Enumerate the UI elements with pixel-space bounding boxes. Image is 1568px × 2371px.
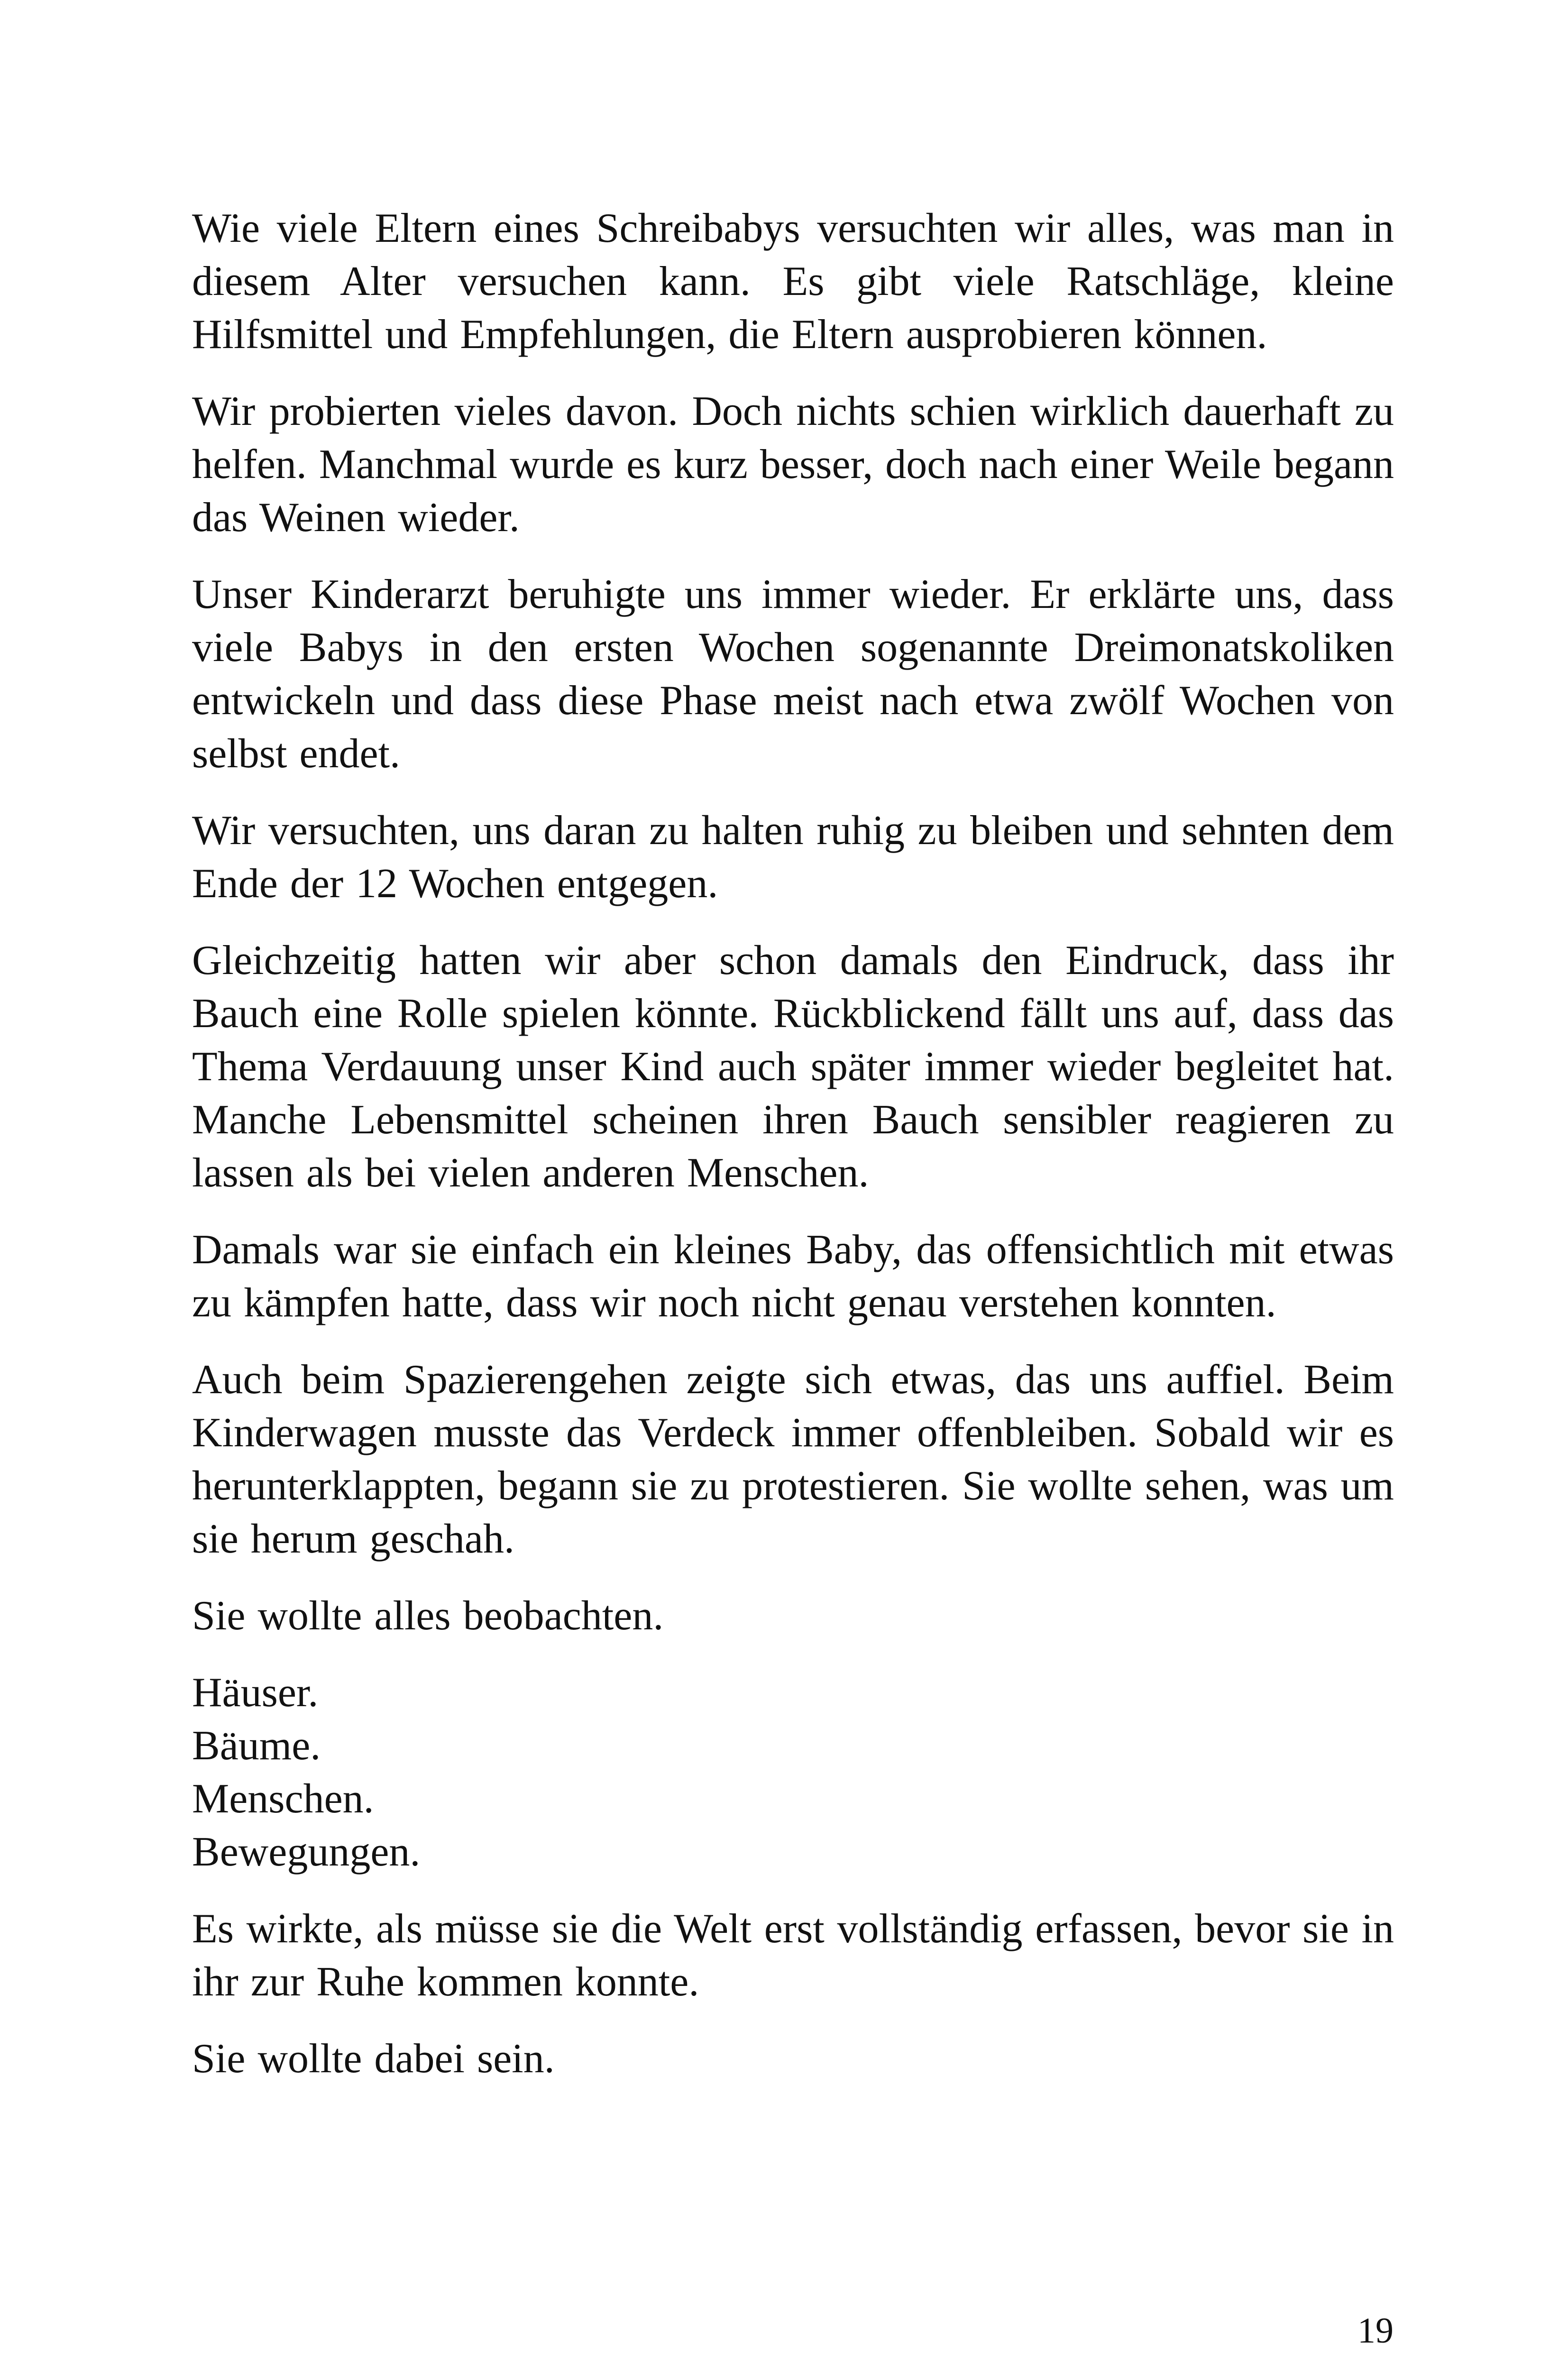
paragraph-5: Gleichzeitig hatten wir aber schon damals den Eindruck, dass ihr Bauch eine Rolle spielen könnte. Rückblickend fällt uns auf, dass das Thema Verdauung unser Kind auch später immer wieder begleitet hat. Manche Lebensmittel scheinen ihren Bauch sensibler reagieren zu lassen als bei vielen anderen Menschen.: [192, 937, 1394, 1196]
page-number: 19: [1357, 2311, 1394, 2351]
word-list-item: Bewegungen.: [192, 1829, 421, 1875]
paragraph-3: Unser Kinderarzt beruhigte uns immer wieder. Er erklärte uns, dass viele Babys in den ersten Wochen sogenannte Dreimonatskoliken entwickeln und dass diese Phase meist nach etwa zwölf Wochen von selbst endet.: [192, 571, 1394, 777]
paragraph-10: Sie wollte dabei sein.: [192, 2036, 555, 2082]
paragraph-7: Auch beim Spazierengehen zeigte sich etwas, das uns auffiel. Beim Kinderwagen musste das Verdeck immer offenbleiben. Sobald wir es herunterklappten, begann sie zu protestieren. Sie wollte sehen, was um sie herum geschah.: [192, 1357, 1394, 1562]
paragraph-1: Wie viele Eltern eines Schreibabys versuchten wir alles, was man in diesem Alter versuchen kann. Es gibt viele Ratschläge, kleine Hilfsmittel und Empfehlungen, die Eltern ausprobieren können.: [192, 205, 1394, 358]
word-list: [192, 1666, 1394, 1879]
word-list-item: Menschen.: [192, 1776, 374, 1822]
paragraph-4: Wir versuchten, uns daran zu halten ruhig zu bleiben und sehnten dem Ende der 12 Wochen entgegen.: [192, 808, 1394, 907]
word-list-item: Bäume.: [192, 1723, 321, 1769]
paragraph-9: Es wirkte, als müsse sie die Welt erst vollständig erfassen, bevor sie in ihr zur Ruhe kommen konnte.: [192, 1906, 1394, 2005]
body-text: [192, 202, 1394, 2109]
word-list-item: Häuser.: [192, 1670, 319, 1716]
paragraph-2: Wir probierten vieles davon. Doch nichts schien wirklich dauerhaft zu helfen. Manchmal wurde es kurz besser, doch nach einer Weile begann das Weinen wieder.: [192, 388, 1394, 541]
paragraph-8: Sie wollte alles beobachten.: [192, 1593, 664, 1639]
paragraph-6: Damals war sie einfach ein kleines Baby, das offensichtlich mit etwas zu kämpfen hatte, dass wir noch nicht genau verstehen konnten.: [192, 1227, 1394, 1326]
